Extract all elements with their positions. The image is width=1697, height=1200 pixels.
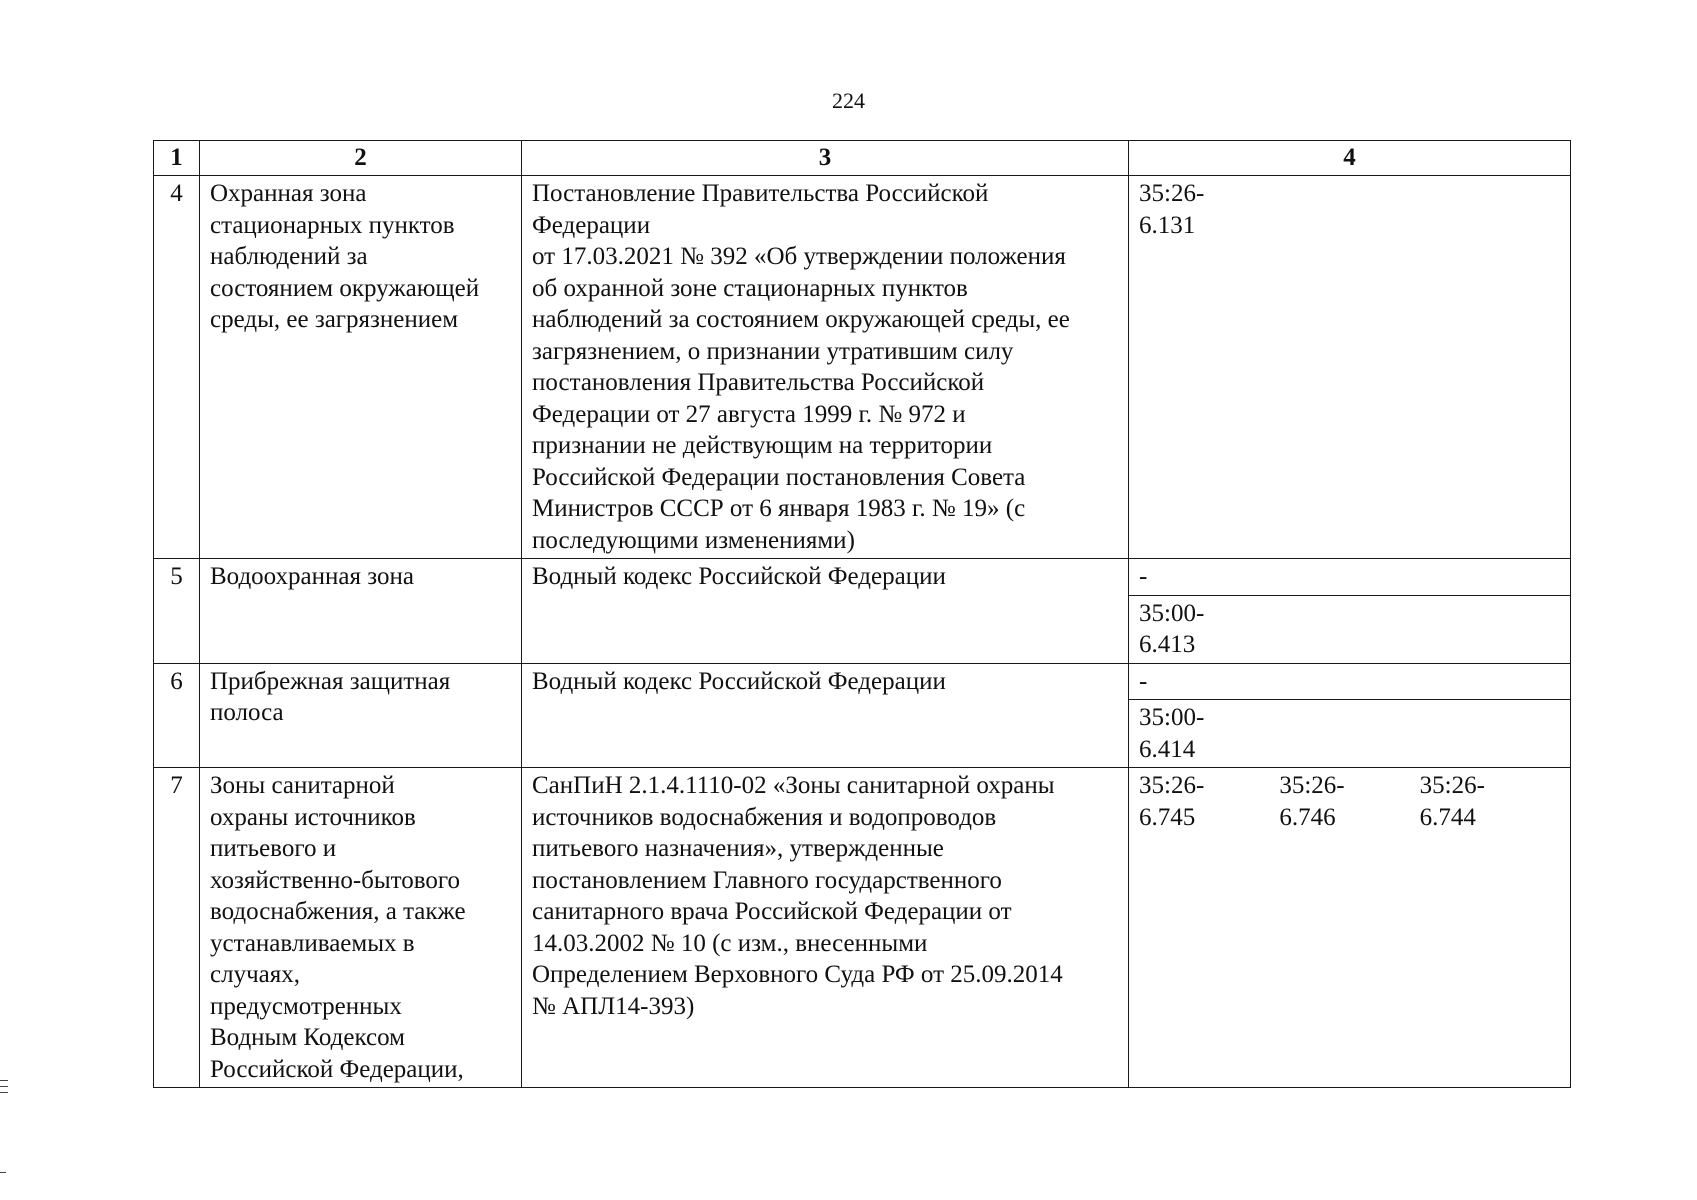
zone-name-cell	[200, 663, 522, 768]
zone-name-line: Водоохранная зона	[210, 563, 414, 590]
legal-document-line: от 17.03.2021 № 392 «Об утверждении положения	[532, 243, 1066, 270]
row-number: 5	[154, 559, 200, 664]
column-header-4: 4	[1129, 141, 1571, 176]
registry-code-cell	[1129, 700, 1571, 768]
legal-document-line: Министров СССР от 6 января 1983 г. № 19» (с	[532, 495, 1026, 522]
registry-code-column	[1139, 770, 1279, 833]
zone-name-line: предусмотренных	[210, 992, 402, 1020]
legal-document-line: СанПиН 2.1.4.1110-02 «Зоны санитарной охраны	[532, 772, 1055, 799]
scan-mark	[0, 1080, 8, 1081]
registry-code: 6.414	[1139, 735, 1196, 763]
zone-name-line: случаях,	[210, 961, 300, 988]
scan-mark	[0, 1086, 8, 1087]
zone-name-line: Прибрежная защитная	[210, 667, 451, 695]
legal-document-line: Водный кодекс Российской Федерации	[532, 667, 946, 695]
page-number: 224	[832, 88, 865, 113]
legal-document-cell	[522, 663, 1129, 768]
column-header-1: 1	[154, 141, 200, 176]
registry-code: 35:26-	[1139, 180, 1205, 207]
legal-document-line: постановлением Главного государственного	[532, 866, 1002, 894]
table-header-row	[154, 141, 1571, 176]
zone-name-line: Зоны санитарной	[210, 772, 395, 799]
table-row	[154, 768, 1571, 1088]
legal-document-line: Федерации	[532, 211, 651, 239]
zone-name-line: Водным Кодексом	[210, 1024, 405, 1051]
legal-document-line: наблюдений за состоянием окружающей среды, ее	[532, 306, 1070, 333]
registry-code: 6.413	[1139, 631, 1196, 658]
registry-code: 6.745	[1139, 803, 1196, 831]
legal-document-line: санитарного врача Российской Федерации от	[532, 898, 1012, 925]
registry-code: 35:00-	[1139, 599, 1205, 627]
table-row	[154, 559, 1571, 596]
registry-code-cell: -	[1129, 559, 1571, 596]
zone-name-line: Охранная зона	[210, 180, 367, 207]
legal-document-line: источников водоснабжения и водопроводов	[532, 803, 997, 831]
row-number: 7	[154, 768, 200, 1088]
registry-code-cell	[1129, 595, 1571, 663]
registry-code-column	[1420, 770, 1560, 833]
registry-code: 6.744	[1419, 803, 1476, 831]
zone-name-line: водоснабжения, а также	[210, 898, 466, 925]
legal-document-line: Постановление Правительства Российской	[532, 180, 989, 207]
zone-name-line: среды, ее загрязнением	[210, 306, 459, 333]
zone-name-line: наблюдений за	[210, 243, 368, 270]
registry-code: 6.746	[1279, 803, 1336, 831]
legal-document-line: признании не действующим на территории	[532, 432, 993, 459]
registry-code: 35:00-	[1139, 704, 1205, 731]
column-header-2: 2	[200, 141, 522, 176]
legal-document-line: последующими изменениями)	[532, 526, 855, 554]
document-table	[153, 140, 1571, 1088]
legal-document-line: 14.03.2002 № 10 (с изм., внесенными	[532, 929, 928, 957]
legal-document-line: Водный кодекс Российской Федерации	[532, 563, 946, 590]
legal-document-line: питьевого назначения», утвержденные	[532, 835, 944, 862]
registry-code-cell: -	[1129, 663, 1571, 700]
registry-code: 6.131	[1139, 211, 1196, 239]
zone-name-line: стационарных пунктов	[210, 211, 455, 239]
zone-name-cell	[200, 768, 522, 1088]
legal-document-line: об охранной зоне стационарных пунктов	[532, 274, 968, 302]
legal-document-line: Определением Верховного Суда РФ от 25.09.2014	[532, 961, 1063, 988]
row-number: 6	[154, 663, 200, 768]
row-number: 4	[154, 176, 200, 559]
zone-name-cell	[200, 176, 522, 559]
zone-name-line: устанавливаемых в	[210, 929, 415, 957]
registry-code-cell	[1129, 176, 1571, 559]
zone-name-line: состоянием окружающей	[210, 274, 480, 302]
legal-document-cell	[522, 768, 1129, 1088]
scan-mark	[0, 1172, 6, 1173]
legal-document-cell	[522, 559, 1129, 664]
zone-name-cell	[200, 559, 522, 664]
table-row	[154, 663, 1571, 700]
legal-document-line: № АПЛ14-393)	[532, 992, 695, 1020]
registry-code-group	[1139, 770, 1560, 833]
zone-name-line: полоса	[210, 699, 284, 726]
registry-code-cell	[1129, 768, 1571, 1088]
zone-name-line: хозяйственно-бытового	[210, 866, 461, 894]
legal-document-line: постановления Правительства Российской	[532, 369, 985, 396]
registry-code-column	[1279, 770, 1419, 833]
zone-name-line: охраны источников	[210, 803, 416, 831]
legal-document-cell	[522, 176, 1129, 559]
legal-document-line: загрязнением, о признании утратившим силу	[532, 337, 1014, 365]
scan-mark	[0, 1092, 8, 1093]
table-row	[154, 176, 1571, 559]
column-header-3: 3	[522, 141, 1129, 176]
registry-code: 35:26-	[1279, 772, 1345, 799]
zone-name-line: Российской Федерации,	[210, 1055, 464, 1083]
registry-code: 35:26-	[1139, 772, 1205, 799]
registry-code: 35:26-	[1419, 772, 1485, 799]
legal-document-line: Российской Федерации постановления Совета	[532, 463, 1026, 491]
legal-document-line: Федерации от 27 августа 1999 г. № 972 и	[532, 400, 966, 428]
zone-name-line: питьевого и	[210, 835, 337, 862]
